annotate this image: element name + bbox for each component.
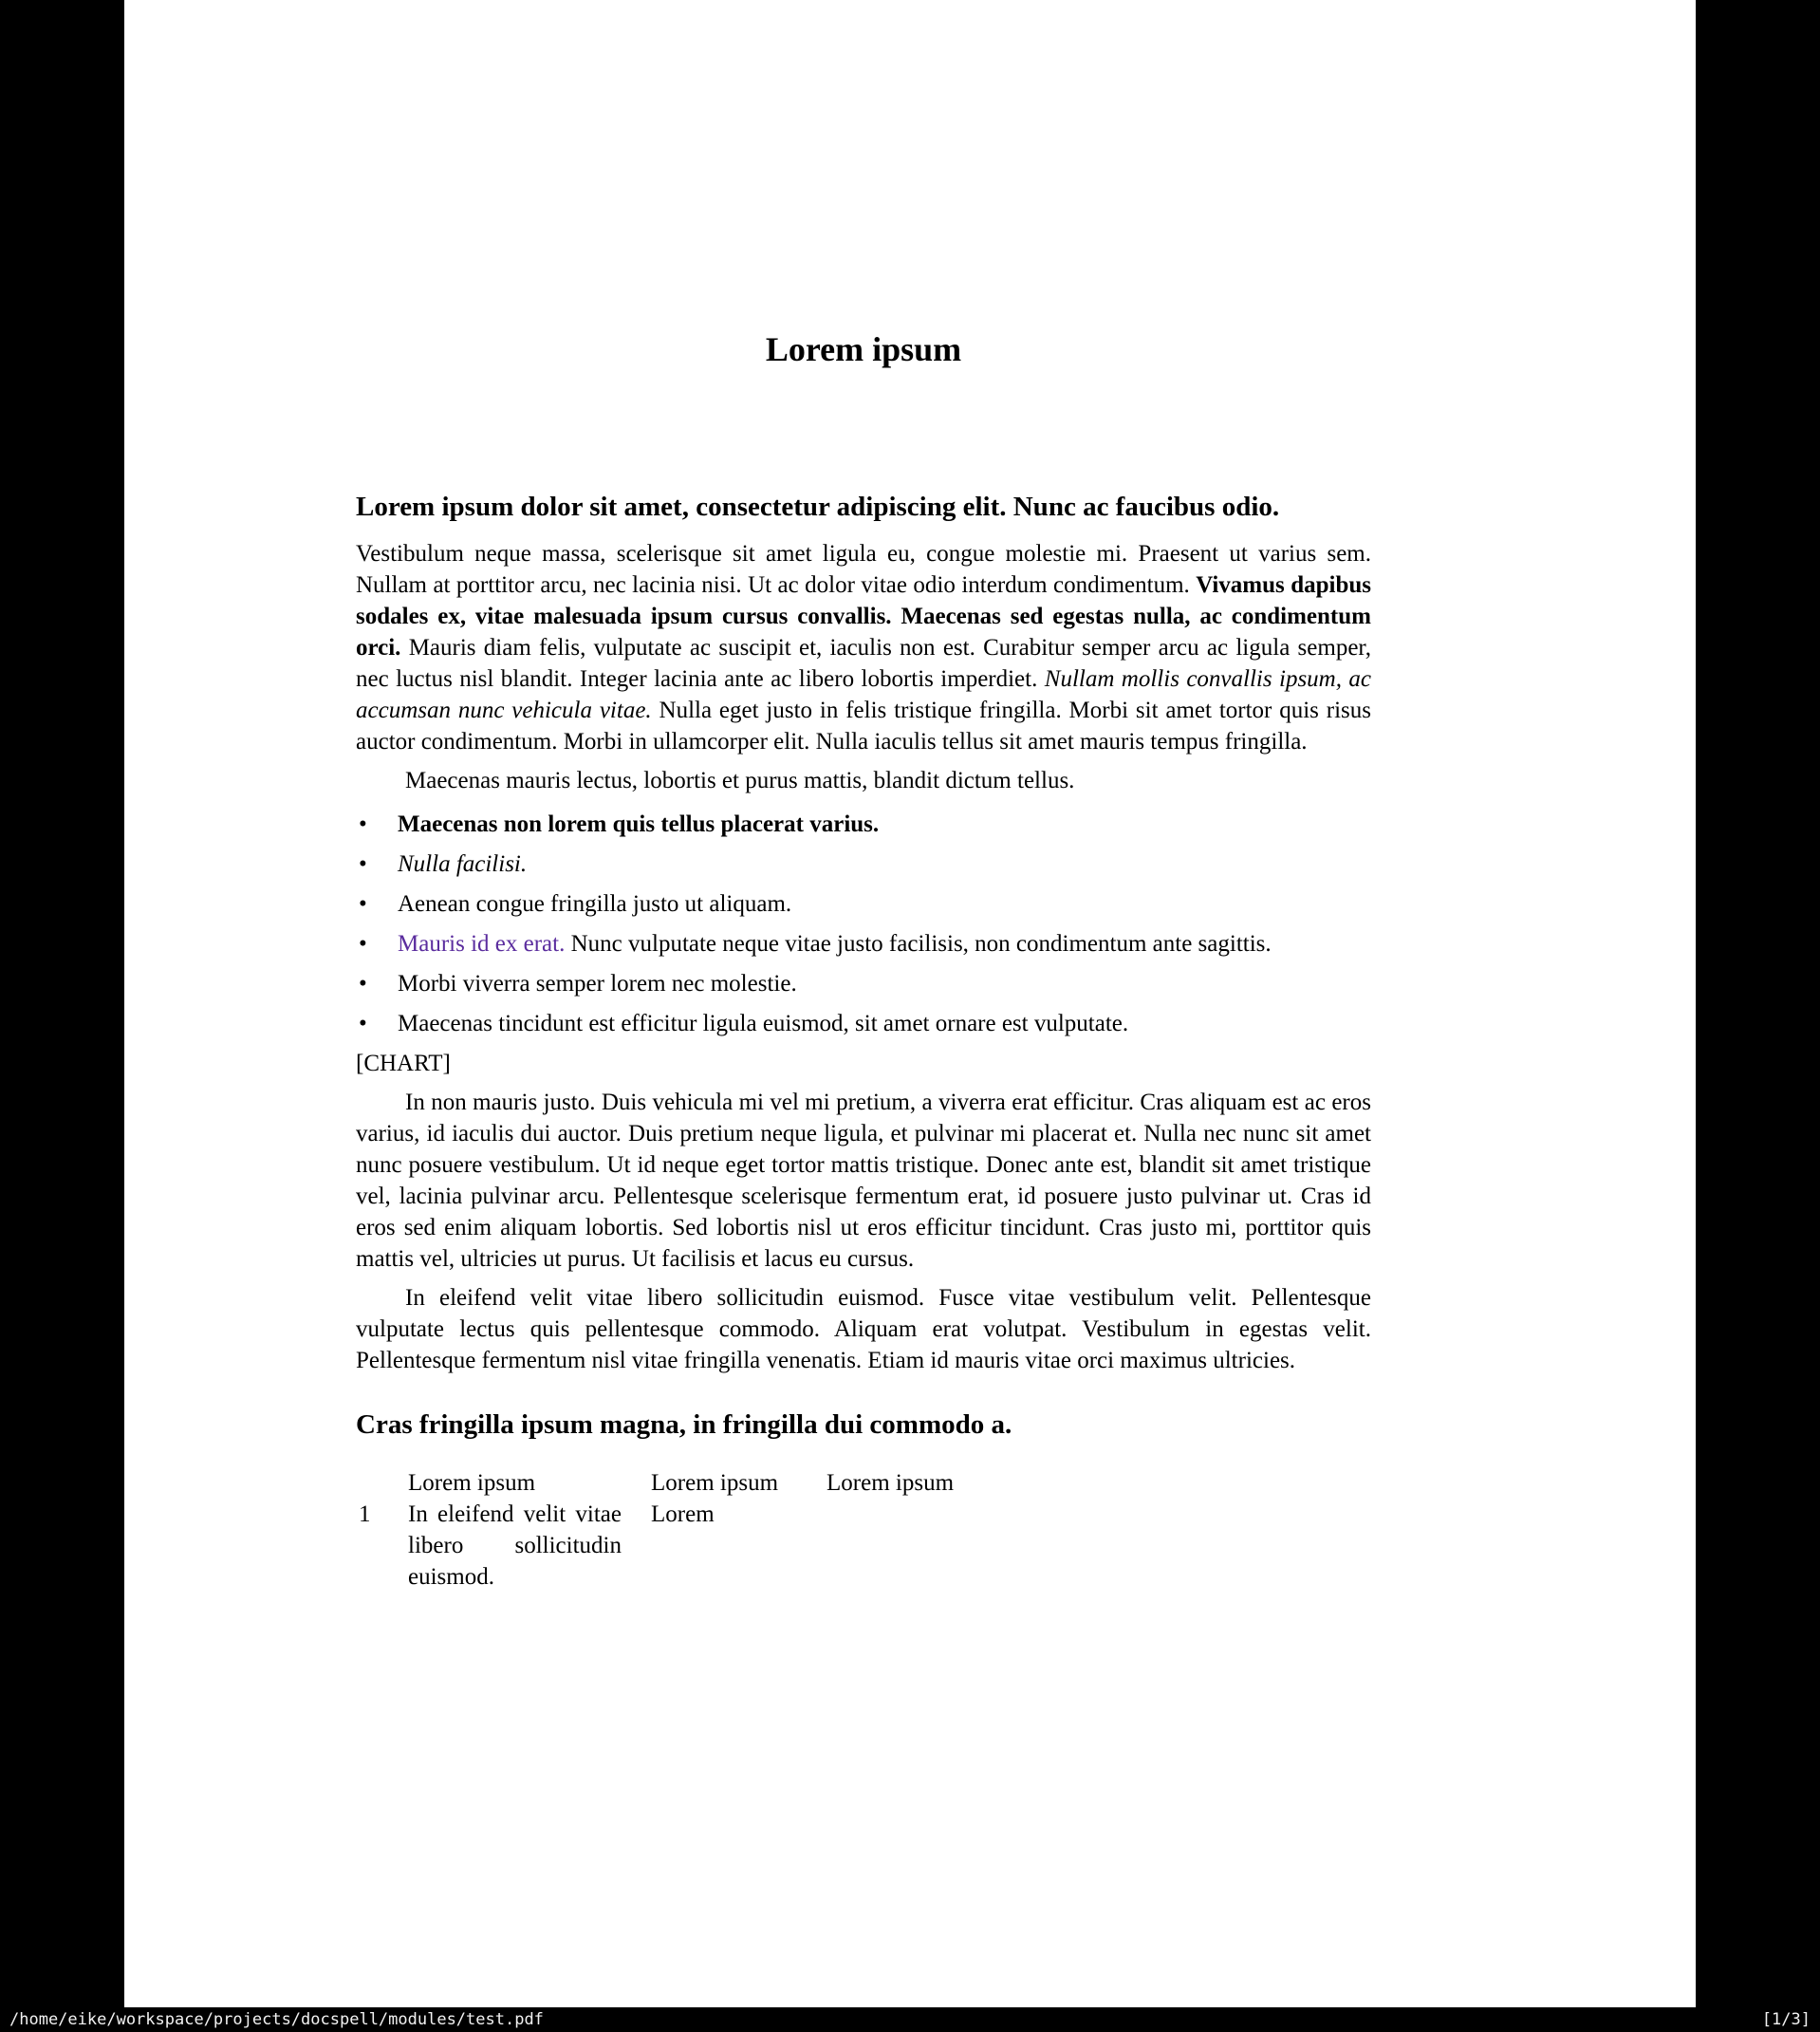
bullet-icon: • [359,811,367,837]
list-item [356,968,1371,999]
text-segment-bold: Vivamus dapibus sodales ex, vitae malesuada ipsum cursus convallis. Maecenas sed egestas nulla, ac condimentum orci. [356,572,1371,661]
list-item [356,848,1371,880]
chart-placeholder: [CHART] [356,1051,451,1076]
paragraph-1 [356,538,1371,757]
table-header-row [359,1467,969,1499]
document-title: Lorem ipsum [765,330,962,368]
list-item [356,1008,1371,1039]
table-cell: 1 [359,1501,371,1527]
text-segment-regular: Nunc vulputate neque vitae justo facilisis, non condimentum ante sagittis. [565,931,1272,957]
text-segment-regular: Vestibulum neque massa, scelerisque sit amet ligula eu, congue molestie mi. Praesent ut varius sem. Nullam at porttitor arcu, nec lacinia nisi. Ut ac dolor vitae odio interdum condimentum. [356,541,1371,598]
text-segment-regular: Nulla eget justo in felis tristique fringilla. Morbi sit amet tortor quis risus auctor condimentum. Morbi in ullamcorper elit. Nulla iaculis tellus sit amet mauris tempus fringilla. [356,698,1371,755]
bullet-icon: • [359,971,367,997]
section-2-heading: Cras fringilla ipsum magna, in fringilla dui commodo a. [356,1409,1012,1440]
section-1-heading: Lorem ipsum dolor sit amet, consectetur adipiscing elit. Nunc ac faucibus odio. [356,492,1280,522]
pdf-page [124,0,1696,2007]
list-item [356,809,1371,840]
paragraph-2: Maecenas mauris lectus, lobortis et purus mattis, blandit dictum tellus. [405,768,1075,793]
text-segment-regular: Mauris diam felis, vulputate ac suscipit et, iaculis non est. Curabitur semper arcu ac ligula semper, nec luctus nisl blandit. Integer lacinia ante ac libero lobortis imperdiet. [356,635,1371,692]
table-header-cell: Lorem ipsum [408,1470,536,1496]
table-row [359,1499,969,1593]
table-header-cell: Lorem ipsum [826,1470,955,1496]
bullet-icon: • [359,851,367,877]
paragraph-4: In eleifend velit vitae libero sollicitudin euismod. Fusce vitae vestibulum velit. Pellentesque vulputate lectus quis pellentesque commodo. Aliquam erat volutpat. Vestibulum in egestas velit. Pellentesque fermentum nisl vitae fringilla venenatis. Etiam id mauris vitae orci maximus ultricies. [356,1285,1371,1373]
table-header-cell [359,1467,408,1499]
table-cell-text: In eleifend velit vitae libero sollicitudin euismod. [408,1501,622,1590]
table-cell [408,1499,651,1593]
list-item [356,888,1371,920]
list-item [356,928,1371,960]
text-segment-italic: Nullam mollis convallis ipsum, ac accumsan nunc vehicula vitae. [356,666,1371,723]
bullet-icon: • [359,1011,367,1036]
paragraph-3: In non mauris justo. Duis vehicula mi vel mi pretium, a viverra erat efficitur. Cras aliquam est ac eros varius, id iaculis dui auctor. Duis pretium neque ligula, et pulvinar mi placerat et. Nulla nec nunc sit amet nunc posuere vestibulum. Ut id neque eget tortor mattis tristique. Donec ante est, blandit sit amet tristique vel, lacinia pulvinar arcu. Pellentesque scelerisque fermentum erat, id posuere justo pulvinar ut. Cras id eros sed enim aliquam lobortis. Sed lobortis nisl ut eros efficitur tincidunt. Cras justo mi, porttitor quis mattis vel, ultricies ut purus. Ut facilisis et lacus eu cursus. [356,1090,1371,1272]
page-indicator: [1/3] [1761,2010,1811,2029]
text-segment-bold: Maecenas non lorem quis tellus placerat varius. [398,811,880,837]
bullet-icon: • [359,891,367,917]
text-segment-regular: Maecenas tincidunt est efficitur ligula euismod, sit amet ornare est vulputate. [398,1011,1129,1036]
text-segment-regular: Aenean congue fringilla justo ut aliquam. [398,891,792,917]
text-link[interactable]: Mauris id ex erat. [398,931,566,957]
file-path: /home/eike/workspace/projects/docspell/modules/test.pdf [9,2010,544,2029]
data-table [359,1467,969,1593]
table-cell: Lorem [651,1501,715,1527]
text-segment-italic: Nulla facilisi. [398,851,528,877]
table-header-cell: Lorem ipsum [651,1470,779,1496]
bullet-icon: • [359,931,367,957]
status-bar [0,2007,1820,2032]
text-segment-regular: Morbi viverra semper lorem nec molestie. [398,971,797,997]
table-cell [826,1499,969,1593]
bullet-list [356,809,1371,1039]
document-text-column [356,0,1371,1593]
